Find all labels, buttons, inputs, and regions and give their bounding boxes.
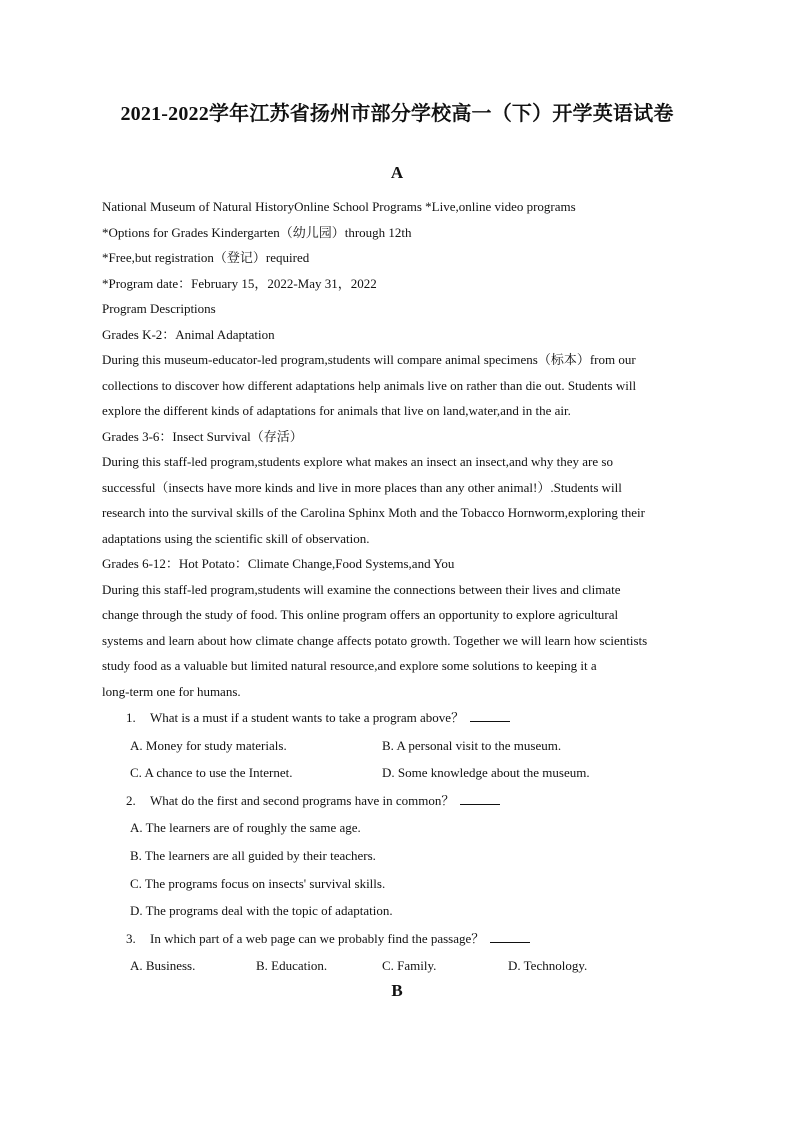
options-row xyxy=(102,759,702,787)
passage-line: systems and learn about how climate change affects potato growth. Together we will learn how scientists xyxy=(102,632,648,648)
options-row xyxy=(102,732,702,760)
section-heading-a: A xyxy=(390,163,404,182)
passage-line: Program Descriptions xyxy=(102,301,216,316)
option-c: C. Family. xyxy=(382,958,437,974)
question-text: In which part of a web page can we probably find the passage？ xyxy=(150,930,485,946)
option-b: B. The learners are all guided by their teachers. xyxy=(130,847,376,863)
option-a: A. Money for study materials. xyxy=(130,737,287,753)
passage-line: change through the study of food. This online program offers an opportunity to explore agricultural xyxy=(102,607,619,622)
option-d: D. Technology. xyxy=(508,958,588,974)
section-heading-b: B xyxy=(391,981,403,1000)
passage-line: *Free,but registration（登记）required xyxy=(102,250,310,265)
passage-line: study food as a valuable but limited natural resource,and explore some solutions to keeping it a xyxy=(102,658,597,673)
option-c: C. The programs focus on insects' survival skills. xyxy=(130,875,386,891)
reading-passage xyxy=(102,194,702,704)
passage-line: adaptations using the scientific skill of observation. xyxy=(102,530,370,546)
passage-line: Grades K-2：Animal Adaptation xyxy=(102,326,275,342)
question-2 xyxy=(102,787,702,815)
passage-line: *Options for Grades Kindergarten（幼儿园）through 12th xyxy=(102,224,412,240)
question-1 xyxy=(102,704,702,732)
option-b: B. A personal visit to the museum. xyxy=(382,737,562,753)
option-a: A. The learners are of roughly the same age. xyxy=(130,820,361,836)
answer-blank xyxy=(490,930,530,943)
options-row xyxy=(102,952,702,980)
passage-line: Grades 6-12：Hot Potato：Climate Change,Food Systems,and You xyxy=(102,556,455,571)
answer-blank xyxy=(460,792,500,805)
question-number: 2. xyxy=(126,792,136,808)
passage-line: collections to discover how different adaptations help animals live on rather than die out. Students will xyxy=(102,377,637,393)
passage-line: National Museum of Natural HistoryOnline School Programs *Live,online video programs xyxy=(102,199,576,214)
passage-line: *Program date：February 15，2022-May 31，2022 xyxy=(102,275,377,291)
passage-line: explore the different kinds of adaptations for animals that live on land,water,and in the air. xyxy=(102,403,571,418)
question-number: 1. xyxy=(126,710,136,725)
passage-line: During this staff-led program,students explore what makes an insect an insect,and why they are so xyxy=(102,454,613,469)
passage-line: research into the survival skills of the Carolina Sphinx Moth and the Tobacco Hornworm,exploring their xyxy=(102,505,645,520)
option-b: B. Education. xyxy=(256,958,328,974)
questions xyxy=(102,704,702,980)
option-d: D. Some knowledge about the museum. xyxy=(382,765,590,781)
answer-blank xyxy=(470,709,510,722)
passage-line: During this staff-led program,students will examine the connections between their lives and climate xyxy=(102,581,621,597)
question-3 xyxy=(102,925,702,953)
question-text: What is a must if a student wants to take a program above？ xyxy=(150,710,465,725)
option-c: C. A chance to use the Internet. xyxy=(130,765,293,781)
passage-line: Grades 3-6：Insect Survival（存活） xyxy=(102,428,303,444)
passage-line: long-term one for humans. xyxy=(102,683,241,699)
passage-line: During this museum-educator-led program,students will compare animal specimens（标本）from our xyxy=(102,352,636,367)
question-number: 3. xyxy=(126,930,136,946)
passage-line: successful（insects have more kinds and live in more places than any other animal!）.Students will xyxy=(102,479,622,495)
option-d: D. The programs deal with the topic of adaptation. xyxy=(130,903,393,919)
option-a: A. Business. xyxy=(130,958,196,974)
document-title: 2021-2022学年江苏省扬州市部分学校高一（下）开学英语试卷 xyxy=(120,103,674,125)
question-text: What do the first and second programs have in common？ xyxy=(150,792,455,808)
